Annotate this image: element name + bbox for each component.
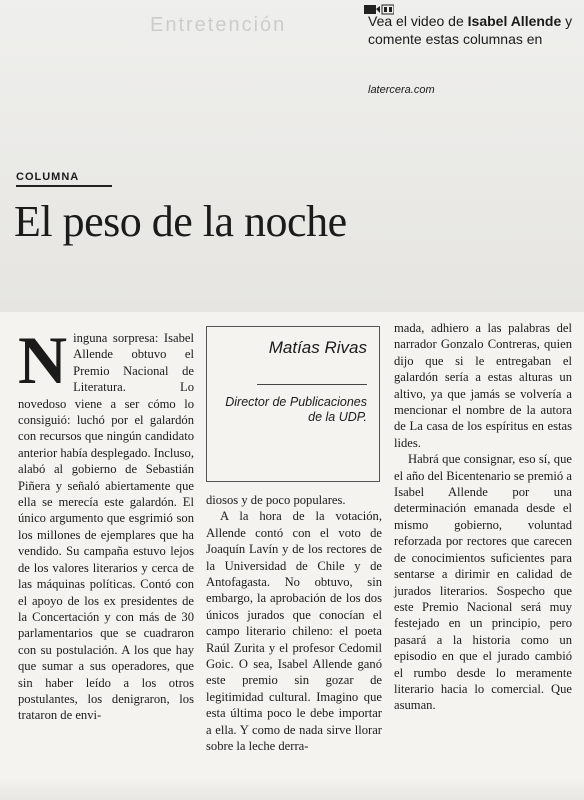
article-column-2: [206, 492, 382, 755]
section-label: COLUMNA: [16, 171, 80, 183]
author-divider: [257, 384, 367, 385]
video-promo-line2: y comente estas columnas en: [368, 13, 573, 47]
article-paragraph: diosos y de poco populares.: [206, 493, 346, 507]
article-paragraph: inguna sorpresa: Isabel Allende obtuvo el Premio Nacional de Literatura. Lo novedoso viene a ser cómo lo consiguió: luchó por el galardón con recursos que ningún candidato anterior había desplegado. Incluso, alabó al gobierno de Sebastián Piñera y señaló abiertamente que ella se merecía este galardón. El único argumento que esgrimió son los millones de ejemplares que ha vendido. Su campaña estuvo lejos de los valores literarios y cerca de las máquinas políticas. Contó con el apoyo de los ex presidentes de la Concertación y con más de 30 parlamentarios que se cuadraron con su postulación. A los que hay que sumar a sus operadores, que sin haber leído a los otros postulantes, los denigraron, los trataron de envi-: [18, 331, 194, 723]
video-promo-line1: Vea el video de: [368, 13, 464, 29]
article-column-1: [18, 322, 194, 724]
video-promo-link[interactable]: latercera.com: [368, 84, 435, 96]
article-paragraph: Habrá que consignar, eso sí, que el año del Bicentenario se premió a Isabel Allende por una determinación emanada desde el mismo gobierno, voluntad reforzada por rectores que carecen de conocimientos suficientes para sentarse a dirimir en calidad de jurados literarios. Sospecho que este Premio Nacional será muy festejado en un principio, pero pasará a la historia como un episodio en que el jurado cambió el rumbo desde lo meramente literario hacia lo comercial. Que asuman.: [394, 452, 572, 713]
drop-cap: N: [18, 322, 68, 398]
video-promo-text: [368, 12, 578, 48]
author-name: Matías Rivas: [268, 338, 367, 357]
headline: El peso de la noche: [14, 197, 347, 246]
background-ghost-text: Entretención: [150, 14, 287, 36]
author-box: [206, 326, 380, 482]
page-bottom-edge: [0, 776, 584, 800]
section-rule: [16, 185, 112, 187]
author-role: Director de Publicaciones de la UDP.: [225, 395, 367, 424]
video-promo-name: Isabel Allende: [467, 13, 562, 29]
article-column-3: [394, 320, 572, 714]
article-paragraph: mada, adhiero a las palabras del narrador Gonzalo Contreras, quien dijo que si le entregaban el galardón sería a estas alturas un altivo, ya que jamás se volvería a mencionar el nombre de la autora de La casa de los espíritus en estas lides.: [394, 321, 572, 450]
article-paragraph: A la hora de la votación, Allende contó con el voto de Joaquín Lavín y de los rectores de la Universidad de Chile y de Antofagasta. No obtuvo, sin embargo, la aprobación de los dos únicos jurados que conocían el campo literario chileno: el poeta Raúl Zurita y el profesor Cedomil Goic. O sea, Isabel Allende ganó este premio sin gozar de legitimidad cultural. Imagino que esta última poco le debe importar a ella. Y como de nada sirve llorar sobre la leche derra-: [206, 509, 382, 754]
